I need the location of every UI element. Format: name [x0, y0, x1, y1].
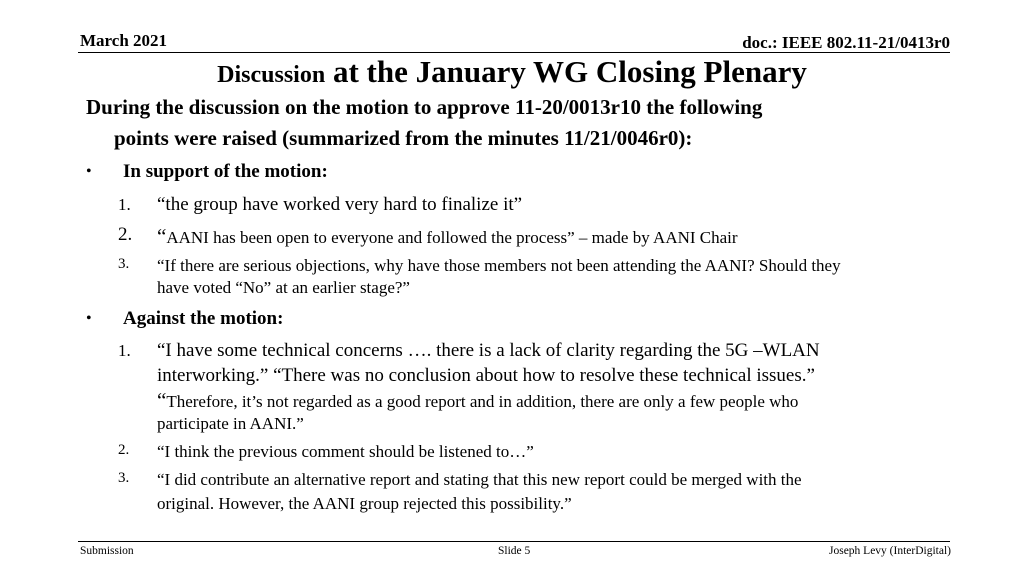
against-item-2-text: “I think the previous comment should be listened to…”	[157, 442, 534, 461]
support-item-3-line-2: have voted “No” at an earlier stage?”	[157, 278, 410, 297]
bullet-icon: •	[86, 163, 92, 180]
footer-left: Submission	[80, 545, 134, 557]
support-heading: In support of the motion:	[123, 161, 328, 182]
against-item-1-line-2: interworking.” “There was no conclusion about how to resolve these technical issues.”	[157, 365, 815, 386]
against-item-1-number: 1.	[118, 341, 131, 360]
against-item-2-number: 2.	[118, 442, 130, 458]
against-item-3-number: 3.	[118, 470, 130, 486]
against-item-1-line-4: participate in AANI.”	[157, 414, 304, 433]
against-item-1-line-3-body: Therefore, it’s not regarded as a good report and in addition, there are only a few people who	[166, 392, 799, 411]
support-item-2-body: AANI has been open to everyone and followed the process” – made by AANI Chair	[166, 228, 738, 247]
against-item-1-line-3	[157, 389, 798, 413]
slide-number: Slide 5	[498, 545, 531, 557]
footer-divider	[78, 541, 950, 542]
header-date: March 2021	[80, 31, 168, 50]
support-item-1-number: 1.	[118, 195, 131, 214]
support-item-3-number: 3.	[118, 256, 130, 272]
against-item-3-line-2: original. However, the AANI group rejected this possibility.”	[157, 494, 572, 513]
slide-title	[0, 54, 1024, 90]
support-item-2-text	[157, 225, 738, 249]
support-item-2-number: 2.	[118, 224, 133, 245]
against-item-1-line-1: “I have some technical concerns …. there is a lack of clarity regarding the 5G –WLAN	[157, 340, 820, 361]
title-main: at the January WG Closing Plenary	[325, 54, 807, 89]
support-item-3-line-1: “If there are serious objections, why have those members not been attending the AANI? Should they	[157, 256, 841, 275]
support-item-2-quote: “	[157, 224, 167, 248]
bullet-icon: •	[86, 310, 92, 327]
support-item-1-text: “the group have worked very hard to finalize it”	[157, 194, 523, 215]
intro-line-2: points were raised (summarized from the minutes 11/21/0046r0):	[114, 126, 693, 150]
against-item-3-line-1: “I did contribute an alternative report and stating that this new report could be merged with the	[157, 470, 802, 489]
title-prefix: Discussion	[217, 62, 326, 88]
footer-author: Joseph Levy (InterDigital)	[829, 545, 951, 557]
header-doc-id: doc.: IEEE 802.11-21/0413r0	[742, 33, 950, 52]
header-divider	[78, 52, 950, 53]
against-heading: Against the motion:	[123, 308, 284, 329]
intro-line-1: During the discussion on the motion to approve 11-20/0013r10 the following	[86, 95, 763, 119]
against-item-1-quote: “	[157, 388, 167, 412]
